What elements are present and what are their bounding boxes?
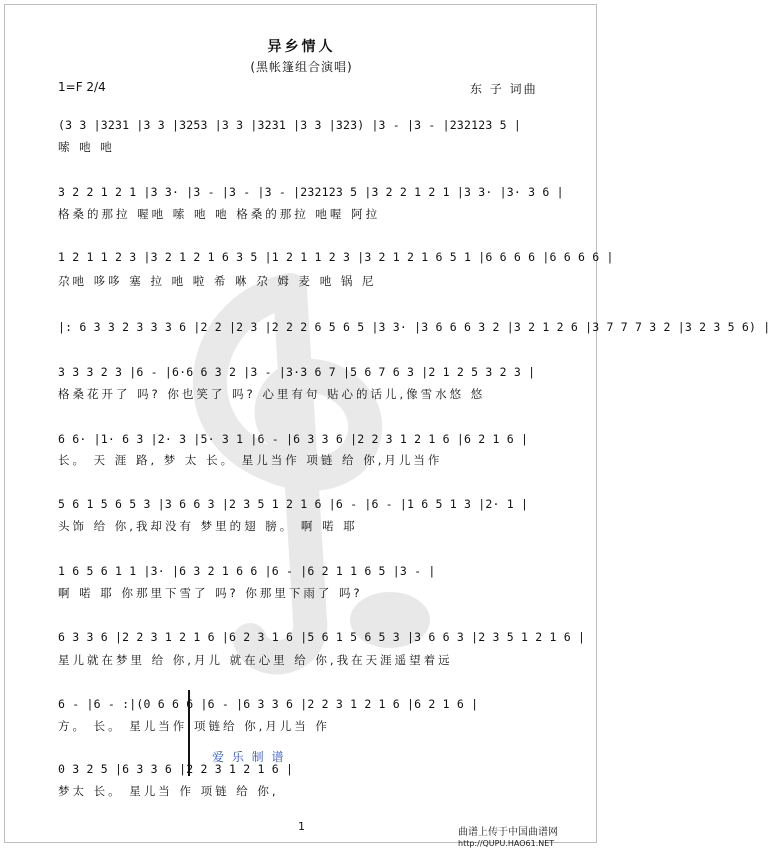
staff-notes: 6 3 3 6 |2 2 3 1 2 1 6 |6 2 3 1 6 |5 6 1 5 6 5 3 |3 6 6 3 |2 3 5 1 2 1 6 | [58, 630, 586, 644]
song-subtitle: (黑帐篷组合演唱) [250, 60, 353, 74]
staff-lyrics: 长。 天 涯 路, 梦 太 长。 星儿当作 项链 给 你,月儿当作 [58, 453, 443, 467]
page-number: 1 [298, 820, 305, 833]
staff-lyrics: 星儿就在梦里 给 你,月儿 就在心里 给 你,我在天涯遥望着远 [58, 653, 453, 667]
staff-notes: 1 2 1 1 2 3 |3 2 1 2 1 6 3 5 |1 2 1 1 2 3 |3 2 1 2 1 6 5 1 |6 6 6 6 |6 6 6 6 | [58, 250, 614, 264]
footer-line1: 曲谱上传于中国曲谱网 [458, 827, 558, 838]
staff-lyrics: 方。 长。 星儿当作 项链给 你,月儿当 作 [58, 719, 330, 733]
staff-notes: (3 3 |3231 |3 3 |3253 |3 3 |3231 |3 3 |323) |3 - |3 - |232123 5 | [58, 118, 522, 132]
footer-credit [458, 827, 558, 849]
key-signature: 1=F 2/4 [58, 80, 106, 94]
staff-lyrics: 梦太 长。 星儿当 作 项链 给 你, [58, 784, 279, 798]
staff-lyrics: 尕吔 哆哆 塞 拉 吔 啦 希 咻 尕 姆 麦 吔 锅 尼 [58, 274, 377, 288]
staff-notes: 6 6· |1· 6 3 |2· 3 |5· 3 1 |6 - |6 3 3 6 |2 2 3 1 2 1 6 |6 2 1 6 | [58, 432, 529, 446]
staff-notes: 3 2 2 1 2 1 |3 3· |3 - |3 - |3 - |232123 5 |3 2 2 1 2 1 |3 3· |3· 3 6 | [58, 185, 564, 199]
song-title: 异乡情人 [267, 39, 336, 55]
footer-url: http://QUPU.HAO61.NET [458, 839, 555, 848]
watermark-stamp-text: 爱 乐 制 谱 [212, 750, 286, 764]
staff-lyrics: 啊 喏 耶 你那里下雪了 吗? 你那里下雨了 吗? [58, 586, 363, 600]
staff-notes: 0 3 2 5 |6 3 3 6 |2 2 3 1 2 1 6 | [58, 762, 294, 776]
staff-notes: 3 3 3 2 3 |6 - |6·6 6 3 2 |3 - |3·3 6 7 |5 6 7 6 3 |2 1 2 5 3 2 3 | [58, 365, 536, 379]
staff-lyrics: 嗦 吔 吔 [58, 140, 115, 154]
staff-lyrics: 头饰 给 你,我却没有 梦里的翅 膀。 啊 喏 耶 [58, 519, 358, 533]
staff-lyrics: 格桑花开了 吗? 你也笑了 吗? 心里有句 贴心的话儿,像雪水悠 悠 [58, 387, 486, 401]
staff-notes: 1 6 5 6 1 1 |3· |6 3 2 1 6 6 |6 - |6 2 1 1 6 5 |3 - | [58, 564, 436, 578]
staff-lyrics: 格桑的那拉 喔吔 嗦 吔 吔 格桑的那拉 吔喔 阿拉 [58, 207, 381, 221]
staff-notes: 5 6 1 5 6 5 3 |3 6 6 3 |2 3 5 1 2 1 6 |6 - |6 - |1 6 5 1 3 |2· 1 | [58, 497, 529, 511]
credits: 东 子 词曲 [470, 82, 538, 96]
staff-notes: |: 6 3 3 2 3 3 3 6 |2 2 |2 3 |2 2 2 6 5 6 5 |3 3· |3 6 6 6 3 2 |3 2 1 2 6 |3 7 7 7 3 2 |3 2 3 5 6) | [58, 320, 770, 334]
staff-notes: 6 - |6 - :|(0 6 6 6 |6 - |6 3 3 6 |2 2 3 1 2 1 6 |6 2 1 6 | [58, 697, 479, 711]
